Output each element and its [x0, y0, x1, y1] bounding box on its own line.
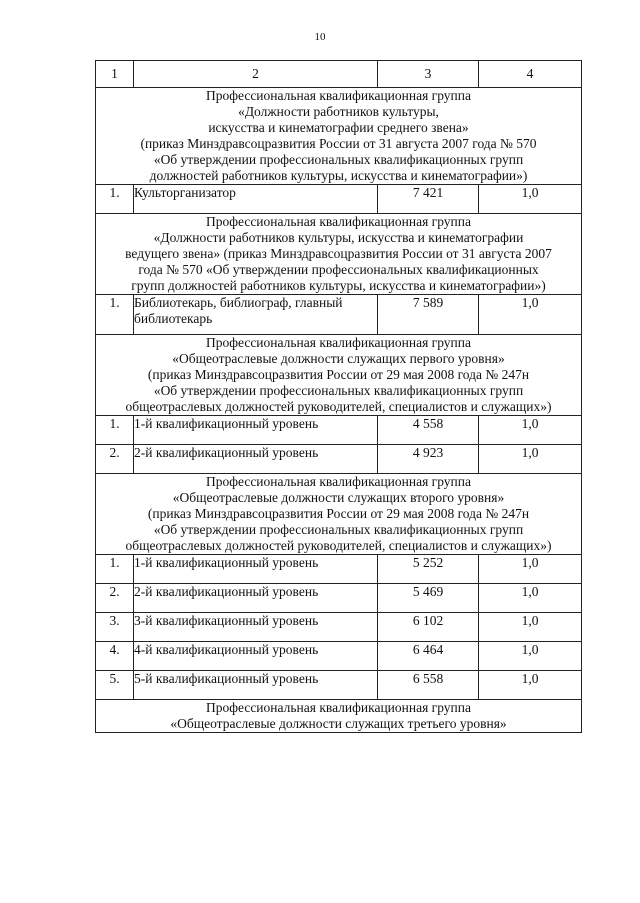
page-number: 10	[314, 31, 326, 43]
row-number: 1.	[96, 185, 134, 214]
group-heading-line: «Должности работников культуры, искусства и кинематографии	[153, 230, 524, 245]
coefficient-value: 1,0	[479, 295, 582, 335]
header-col-2: 2	[134, 61, 378, 88]
coefficient-value: 1,0	[479, 445, 582, 474]
group-heading-line: «Общеотраслевые должности служащих второго уровня»	[172, 490, 505, 505]
salary-value: 6 558	[378, 671, 479, 700]
group-heading-line: Профессиональная квалификационная группа	[206, 474, 471, 489]
row-number: 4.	[96, 642, 134, 671]
salary-value: 5 252	[378, 555, 479, 584]
group-heading-line: Профессиональная квалификационная группа	[206, 214, 471, 229]
salary-value: 4 923	[378, 445, 479, 474]
salary-value: 5 469	[378, 584, 479, 613]
group-heading-line: «Должности работников культуры,	[238, 104, 439, 119]
position-name: 2-й квалификационный уровень	[134, 445, 378, 474]
group-heading-line: (приказ Минздравсоцразвития России от 29 мая 2008 года № 247н	[147, 506, 530, 521]
group-heading-line: должностей работников культуры, искусства и кинематографии»)	[149, 168, 528, 183]
group-heading-line: Профессиональная квалификационная группа	[206, 700, 471, 715]
salary-value: 7 421	[378, 185, 479, 214]
group-heading-line: года № 570 «Об утверждении профессиональных квалификационных	[138, 262, 539, 277]
table-row	[96, 671, 582, 700]
group-heading	[96, 88, 582, 185]
table-row	[96, 416, 582, 445]
row-number: 5.	[96, 671, 134, 700]
row-number: 2.	[96, 584, 134, 613]
table-header-row	[96, 61, 582, 88]
group-heading	[96, 474, 582, 555]
row-number: 1.	[96, 416, 134, 445]
header-col-1: 1	[96, 61, 134, 88]
row-number: 2.	[96, 445, 134, 474]
group-heading-line: Профессиональная квалификационная группа	[206, 335, 471, 350]
coefficient-value: 1,0	[479, 613, 582, 642]
position-name: 4-й квалификационный уровень	[134, 642, 378, 671]
group-heading-line: (приказ Минздравсоцразвития России от 29 мая 2008 года № 247н	[147, 367, 530, 382]
salary-value: 6 464	[378, 642, 479, 671]
group-heading-line: Профессиональная квалификационная группа	[206, 88, 471, 103]
group-heading-line: «Общеотраслевые должности служащих первого уровня»	[172, 351, 505, 366]
group-heading-line: групп должностей работников культуры, искусства и кинематографии»)	[131, 278, 546, 293]
row-number: 1.	[96, 555, 134, 584]
group-heading-row	[96, 214, 582, 295]
coefficient-value: 1,0	[479, 555, 582, 584]
group-heading	[96, 214, 582, 295]
table-row	[96, 295, 582, 335]
coefficient-value: 1,0	[479, 185, 582, 214]
group-heading-row	[96, 88, 582, 185]
group-heading-line: (приказ Минздравсоцразвития России от 31 августа 2007 года № 570	[140, 136, 537, 151]
salary-value: 4 558	[378, 416, 479, 445]
table-row	[96, 642, 582, 671]
group-heading-line: ведущего звена» (приказ Минздравсоцразвития России от 31 августа 2007	[125, 246, 552, 261]
table-row	[96, 445, 582, 474]
table-row	[96, 584, 582, 613]
group-heading-line: «Общеотраслевые должности служащих третьего уровня»	[170, 716, 507, 731]
salary-value: 7 589	[378, 295, 479, 335]
header-col-3: 3	[378, 61, 479, 88]
group-heading-line: «Об утверждении профессиональных квалификационных групп	[153, 152, 524, 167]
position-name: 5-й квалификационный уровень	[134, 671, 378, 700]
position-name: Культорганизатор	[134, 185, 378, 214]
header-col-4: 4	[479, 61, 582, 88]
coefficient-value: 1,0	[479, 671, 582, 700]
table-row	[96, 185, 582, 214]
group-heading	[96, 700, 582, 733]
coefficient-value: 1,0	[479, 584, 582, 613]
position-name: 2-й квалификационный уровень	[134, 584, 378, 613]
coefficient-value: 1,0	[479, 642, 582, 671]
salary-value: 6 102	[378, 613, 479, 642]
group-heading-row	[96, 335, 582, 416]
group-heading-line: искусства и кинематографии среднего звена»	[208, 120, 469, 135]
qualification-groups-table	[95, 60, 582, 733]
group-heading-line: общеотраслевых должностей руководителей, специалистов и служащих»)	[125, 399, 552, 414]
group-heading-row	[96, 700, 582, 733]
position-name: 1-й квалификационный уровень	[134, 416, 378, 445]
position-name: Библиотекарь, библиограф, главный библиотекарь	[134, 295, 378, 335]
table-row	[96, 613, 582, 642]
position-name: 3-й квалификационный уровень	[134, 613, 378, 642]
table-row	[96, 555, 582, 584]
group-heading-line: «Об утверждении профессиональных квалификационных групп	[153, 522, 524, 537]
row-number: 1.	[96, 295, 134, 335]
position-name: 1-й квалификационный уровень	[134, 555, 378, 584]
group-heading-row	[96, 474, 582, 555]
group-heading	[96, 335, 582, 416]
coefficient-value: 1,0	[479, 416, 582, 445]
group-heading-line: общеотраслевых должностей руководителей, специалистов и служащих»)	[125, 538, 552, 553]
row-number: 3.	[96, 613, 134, 642]
group-heading-line: «Об утверждении профессиональных квалификационных групп	[153, 383, 524, 398]
